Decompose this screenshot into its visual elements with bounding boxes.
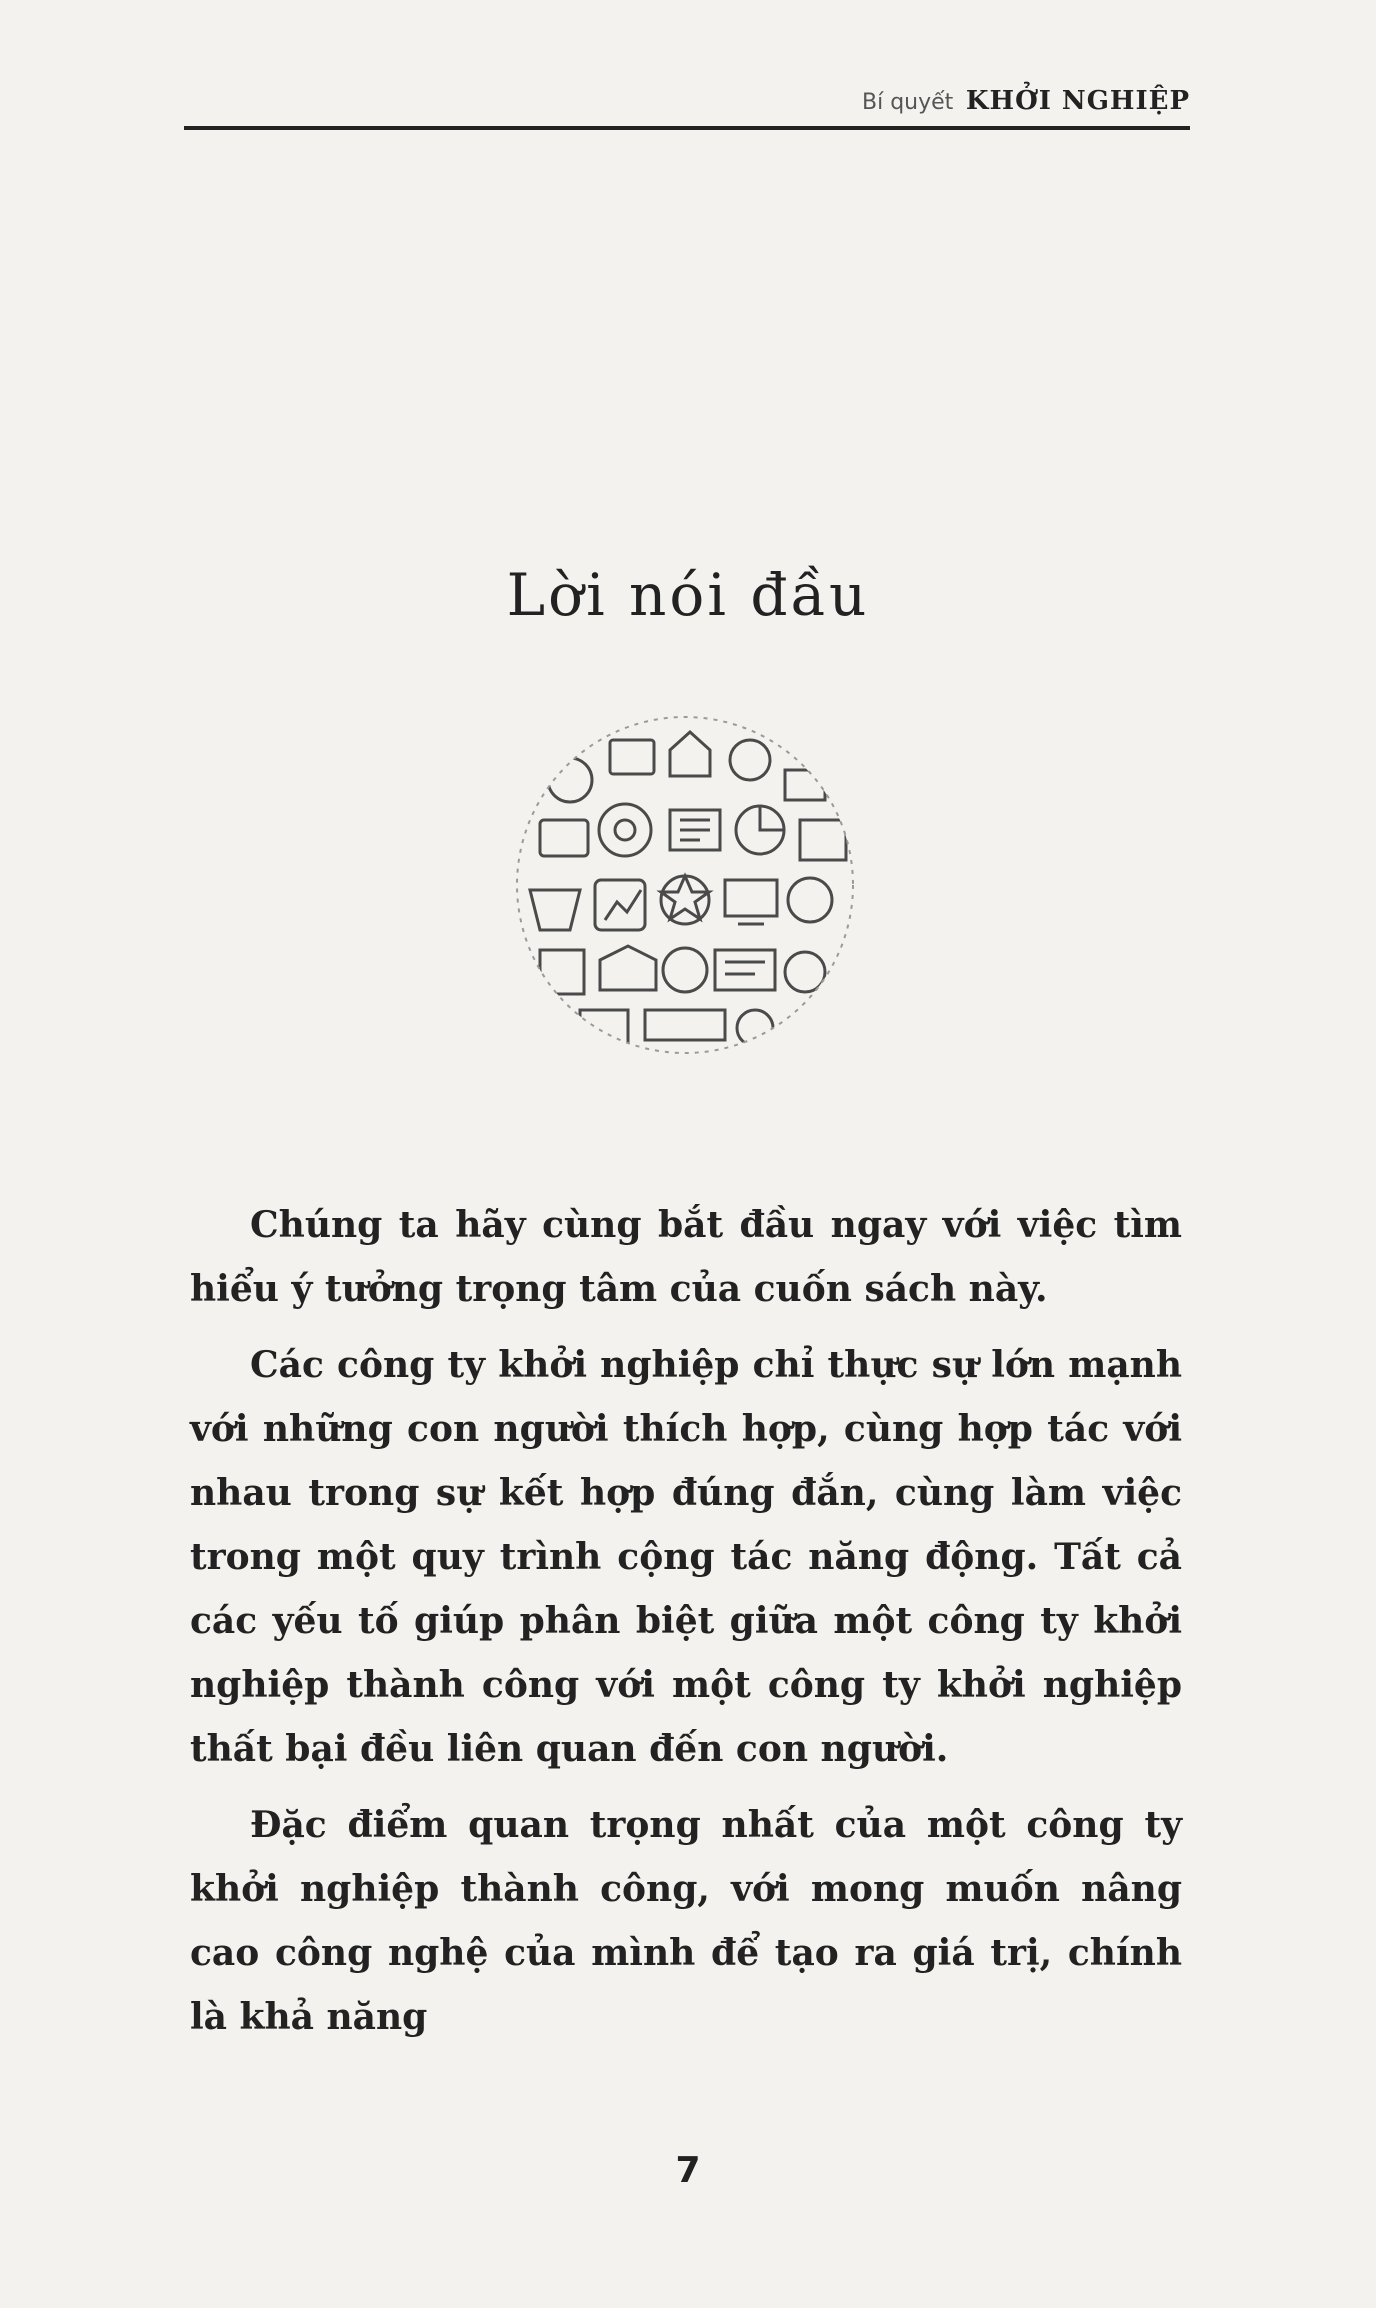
paragraph: Chúng ta hãy cùng bắt đầu ngay với việc tìm hiểu ý tưởng trọng tâm của cuốn sách này. (190, 1204, 1182, 1310)
running-header (184, 70, 1190, 130)
body-text (190, 1193, 1182, 2061)
header-divider (184, 126, 1190, 130)
running-header-text (862, 84, 1190, 120)
running-header-prefix: Bí quyết (862, 90, 954, 115)
paragraph: Các công ty khởi nghiệp chỉ thực sự lớn mạnh với những con người thích hợp, cùng hợp tác với nhau trong sự kết hợp đúng đắn, cùng làm việc trong một quy trình cộng tác năng động. Tất cả các yếu tố giúp phân biệt giữa một công ty khởi nghiệp thành công với một công ty khởi nghiệp thất bại đều liên quan đến con người. (190, 1344, 1182, 1770)
running-header-title: KHỞI NGHIỆP (965, 86, 1190, 116)
business-icons-circle-icon (510, 710, 860, 1060)
page-number: 7 (675, 2150, 701, 2191)
paragraph: Đặc điểm quan trọng nhất của một công ty khởi nghiệp thành công, với mong muốn nâng cao công nghệ của mình để tạo ra giá trị, chính là khả năng (190, 1804, 1182, 2038)
chapter-title: Lời nói đầu (506, 561, 870, 629)
